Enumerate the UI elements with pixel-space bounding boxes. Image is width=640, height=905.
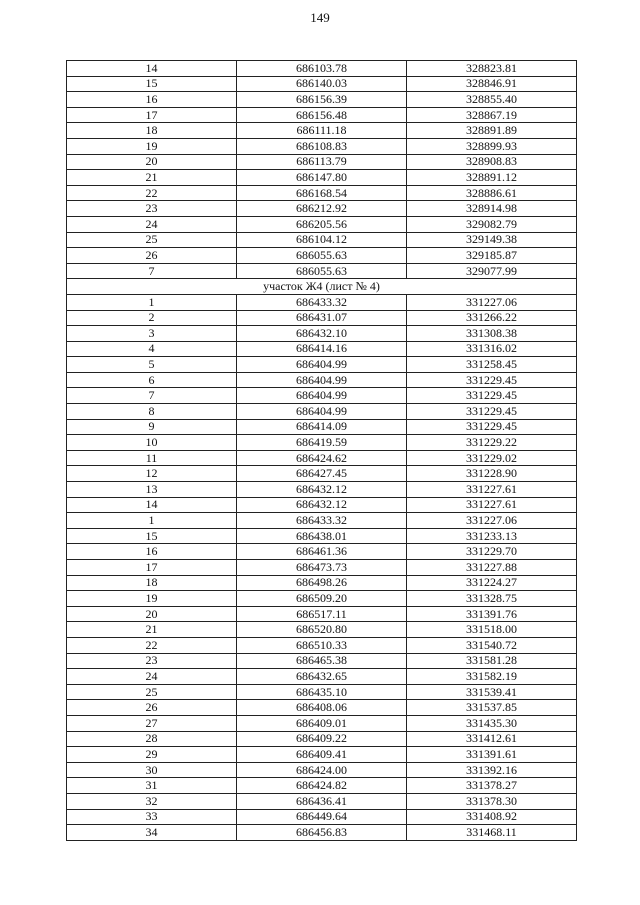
y-coordinate-cell: 331229.45	[407, 388, 577, 404]
point-number-cell: 26	[67, 700, 237, 716]
x-coordinate-cell: 686432.12	[237, 497, 407, 513]
table-row	[67, 825, 577, 841]
y-coordinate-cell: 329185.87	[407, 248, 577, 264]
y-coordinate-cell: 331308.38	[407, 326, 577, 342]
point-number-cell: 25	[67, 684, 237, 700]
table-row	[67, 513, 577, 529]
point-number-cell: 5	[67, 357, 237, 373]
table-row	[67, 154, 577, 170]
y-coordinate-cell: 329082.79	[407, 216, 577, 232]
point-number-cell: 32	[67, 793, 237, 809]
y-coordinate-cell: 329077.99	[407, 263, 577, 279]
x-coordinate-cell: 686055.63	[237, 248, 407, 264]
point-number-cell: 10	[67, 435, 237, 451]
point-number-cell: 16	[67, 544, 237, 560]
table-row	[67, 466, 577, 482]
point-number-cell: 22	[67, 637, 237, 653]
y-coordinate-cell: 328886.61	[407, 185, 577, 201]
point-number-cell: 24	[67, 216, 237, 232]
coordinates-table-body	[67, 61, 577, 841]
table-row	[67, 185, 577, 201]
x-coordinate-cell: 686113.79	[237, 154, 407, 170]
table-row	[67, 232, 577, 248]
x-coordinate-cell: 686409.41	[237, 747, 407, 763]
x-coordinate-cell: 686438.01	[237, 528, 407, 544]
y-coordinate-cell: 331412.61	[407, 731, 577, 747]
y-coordinate-cell: 328914.98	[407, 201, 577, 217]
point-number-cell: 15	[67, 528, 237, 544]
y-coordinate-cell: 331328.75	[407, 591, 577, 607]
x-coordinate-cell: 686404.99	[237, 357, 407, 373]
x-coordinate-cell: 686404.99	[237, 388, 407, 404]
y-coordinate-cell: 331229.45	[407, 419, 577, 435]
y-coordinate-cell: 331468.11	[407, 825, 577, 841]
table-row	[67, 762, 577, 778]
y-coordinate-cell: 331391.76	[407, 606, 577, 622]
point-number-cell: 18	[67, 123, 237, 139]
x-coordinate-cell: 686156.48	[237, 107, 407, 123]
x-coordinate-cell: 686456.83	[237, 825, 407, 841]
x-coordinate-cell: 686147.80	[237, 170, 407, 186]
point-number-cell: 7	[67, 388, 237, 404]
point-number-cell: 1	[67, 294, 237, 310]
y-coordinate-cell: 331229.70	[407, 544, 577, 560]
x-coordinate-cell: 686433.32	[237, 294, 407, 310]
table-row	[67, 357, 577, 373]
x-coordinate-cell: 686414.16	[237, 341, 407, 357]
table-row	[67, 404, 577, 420]
x-coordinate-cell: 686473.73	[237, 560, 407, 576]
x-coordinate-cell: 686414.09	[237, 419, 407, 435]
point-number-cell: 14	[67, 61, 237, 77]
table-row	[67, 684, 577, 700]
y-coordinate-cell: 331229.22	[407, 435, 577, 451]
point-number-cell: 27	[67, 715, 237, 731]
point-number-cell: 9	[67, 419, 237, 435]
x-coordinate-cell: 686409.01	[237, 715, 407, 731]
x-coordinate-cell: 686517.11	[237, 606, 407, 622]
point-number-cell: 21	[67, 622, 237, 638]
y-coordinate-cell: 328846.91	[407, 76, 577, 92]
table-row	[67, 201, 577, 217]
y-coordinate-cell: 331227.88	[407, 560, 577, 576]
y-coordinate-cell: 331540.72	[407, 637, 577, 653]
table-row	[67, 793, 577, 809]
x-coordinate-cell: 686404.99	[237, 404, 407, 420]
y-coordinate-cell: 331227.06	[407, 294, 577, 310]
x-coordinate-cell: 686424.00	[237, 762, 407, 778]
point-number-cell: 19	[67, 591, 237, 607]
table-row	[67, 138, 577, 154]
y-coordinate-cell: 328823.81	[407, 61, 577, 77]
y-coordinate-cell: 331581.28	[407, 653, 577, 669]
table-row	[67, 497, 577, 513]
y-coordinate-cell: 331408.92	[407, 809, 577, 825]
point-number-cell: 14	[67, 497, 237, 513]
y-coordinate-cell: 331582.19	[407, 669, 577, 685]
y-coordinate-cell: 328855.40	[407, 92, 577, 108]
point-number-cell: 20	[67, 154, 237, 170]
table-row	[67, 123, 577, 139]
y-coordinate-cell: 331435.30	[407, 715, 577, 731]
table-row	[67, 669, 577, 685]
table-row	[67, 575, 577, 591]
table-row	[67, 715, 577, 731]
table-row	[67, 700, 577, 716]
point-number-cell: 15	[67, 76, 237, 92]
table-row	[67, 450, 577, 466]
table-row	[67, 107, 577, 123]
point-number-cell: 8	[67, 404, 237, 420]
x-coordinate-cell: 686509.20	[237, 591, 407, 607]
x-coordinate-cell: 686419.59	[237, 435, 407, 451]
y-coordinate-cell: 331229.45	[407, 404, 577, 420]
x-coordinate-cell: 686212.92	[237, 201, 407, 217]
x-coordinate-cell: 686436.41	[237, 793, 407, 809]
y-coordinate-cell: 331539.41	[407, 684, 577, 700]
y-coordinate-cell: 328867.19	[407, 107, 577, 123]
table-row	[67, 76, 577, 92]
table-row	[67, 388, 577, 404]
y-coordinate-cell: 331228.90	[407, 466, 577, 482]
section-label: участок Ж4 (лист № 4)	[67, 279, 577, 295]
y-coordinate-cell: 331378.30	[407, 793, 577, 809]
table-row	[67, 747, 577, 763]
y-coordinate-cell: 331227.61	[407, 497, 577, 513]
x-coordinate-cell: 686111.18	[237, 123, 407, 139]
point-number-cell: 23	[67, 653, 237, 669]
table-row	[67, 482, 577, 498]
x-coordinate-cell: 686140.03	[237, 76, 407, 92]
table-row	[67, 591, 577, 607]
table-row	[67, 731, 577, 747]
table-row	[67, 653, 577, 669]
point-number-cell: 21	[67, 170, 237, 186]
point-number-cell: 34	[67, 825, 237, 841]
y-coordinate-cell: 328891.12	[407, 170, 577, 186]
point-number-cell: 6	[67, 372, 237, 388]
x-coordinate-cell: 686408.06	[237, 700, 407, 716]
coordinates-table	[66, 60, 577, 841]
point-number-cell: 20	[67, 606, 237, 622]
point-number-cell: 29	[67, 747, 237, 763]
table-row	[67, 294, 577, 310]
y-coordinate-cell: 328891.89	[407, 123, 577, 139]
y-coordinate-cell: 331227.06	[407, 513, 577, 529]
table-row	[67, 92, 577, 108]
y-coordinate-cell: 331258.45	[407, 357, 577, 373]
table-row	[67, 216, 577, 232]
x-coordinate-cell: 686510.33	[237, 637, 407, 653]
section-header-row	[67, 279, 577, 295]
y-coordinate-cell: 331227.61	[407, 482, 577, 498]
x-coordinate-cell: 686156.39	[237, 92, 407, 108]
x-coordinate-cell: 686432.10	[237, 326, 407, 342]
table-row	[67, 326, 577, 342]
x-coordinate-cell: 686432.65	[237, 669, 407, 685]
y-coordinate-cell: 331316.02	[407, 341, 577, 357]
table-row	[67, 809, 577, 825]
y-coordinate-cell: 331518.00	[407, 622, 577, 638]
point-number-cell: 31	[67, 778, 237, 794]
y-coordinate-cell: 331224.27	[407, 575, 577, 591]
point-number-cell: 1	[67, 513, 237, 529]
point-number-cell: 24	[67, 669, 237, 685]
x-coordinate-cell: 686465.38	[237, 653, 407, 669]
y-coordinate-cell: 329149.38	[407, 232, 577, 248]
x-coordinate-cell: 686404.99	[237, 372, 407, 388]
y-coordinate-cell: 331229.45	[407, 372, 577, 388]
point-number-cell: 25	[67, 232, 237, 248]
point-number-cell: 3	[67, 326, 237, 342]
y-coordinate-cell: 331229.02	[407, 450, 577, 466]
y-coordinate-cell: 331378.27	[407, 778, 577, 794]
table-row	[67, 170, 577, 186]
x-coordinate-cell: 686461.36	[237, 544, 407, 560]
y-coordinate-cell: 331233.13	[407, 528, 577, 544]
point-number-cell: 33	[67, 809, 237, 825]
x-coordinate-cell: 686104.12	[237, 232, 407, 248]
point-number-cell: 30	[67, 762, 237, 778]
x-coordinate-cell: 686432.12	[237, 482, 407, 498]
table-row	[67, 248, 577, 264]
table-row	[67, 544, 577, 560]
x-coordinate-cell: 686449.64	[237, 809, 407, 825]
table-row	[67, 560, 577, 576]
point-number-cell: 26	[67, 248, 237, 264]
y-coordinate-cell: 331392.16	[407, 762, 577, 778]
x-coordinate-cell: 686409.22	[237, 731, 407, 747]
table-row	[67, 419, 577, 435]
point-number-cell: 23	[67, 201, 237, 217]
y-coordinate-cell: 331537.85	[407, 700, 577, 716]
table-row	[67, 622, 577, 638]
point-number-cell: 12	[67, 466, 237, 482]
table-row	[67, 606, 577, 622]
x-coordinate-cell: 686424.62	[237, 450, 407, 466]
x-coordinate-cell: 686205.56	[237, 216, 407, 232]
point-number-cell: 7	[67, 263, 237, 279]
y-coordinate-cell: 331391.61	[407, 747, 577, 763]
point-number-cell: 17	[67, 107, 237, 123]
point-number-cell: 4	[67, 341, 237, 357]
table-row	[67, 778, 577, 794]
table-row	[67, 528, 577, 544]
table-row	[67, 310, 577, 326]
x-coordinate-cell: 686435.10	[237, 684, 407, 700]
x-coordinate-cell: 686431.07	[237, 310, 407, 326]
x-coordinate-cell: 686055.63	[237, 263, 407, 279]
point-number-cell: 22	[67, 185, 237, 201]
x-coordinate-cell: 686498.26	[237, 575, 407, 591]
x-coordinate-cell: 686427.45	[237, 466, 407, 482]
table-row	[67, 263, 577, 279]
x-coordinate-cell: 686424.82	[237, 778, 407, 794]
table-row	[67, 372, 577, 388]
point-number-cell: 16	[67, 92, 237, 108]
x-coordinate-cell: 686103.78	[237, 61, 407, 77]
table-row	[67, 637, 577, 653]
page-number: 149	[310, 10, 330, 25]
point-number-cell: 11	[67, 450, 237, 466]
y-coordinate-cell: 331266.22	[407, 310, 577, 326]
point-number-cell: 19	[67, 138, 237, 154]
point-number-cell: 17	[67, 560, 237, 576]
point-number-cell: 13	[67, 482, 237, 498]
table-row	[67, 341, 577, 357]
table-row	[67, 61, 577, 77]
y-coordinate-cell: 328908.83	[407, 154, 577, 170]
y-coordinate-cell: 328899.93	[407, 138, 577, 154]
x-coordinate-cell: 686108.83	[237, 138, 407, 154]
x-coordinate-cell: 686433.32	[237, 513, 407, 529]
point-number-cell: 28	[67, 731, 237, 747]
point-number-cell: 2	[67, 310, 237, 326]
table-row	[67, 435, 577, 451]
point-number-cell: 18	[67, 575, 237, 591]
x-coordinate-cell: 686168.54	[237, 185, 407, 201]
x-coordinate-cell: 686520.80	[237, 622, 407, 638]
